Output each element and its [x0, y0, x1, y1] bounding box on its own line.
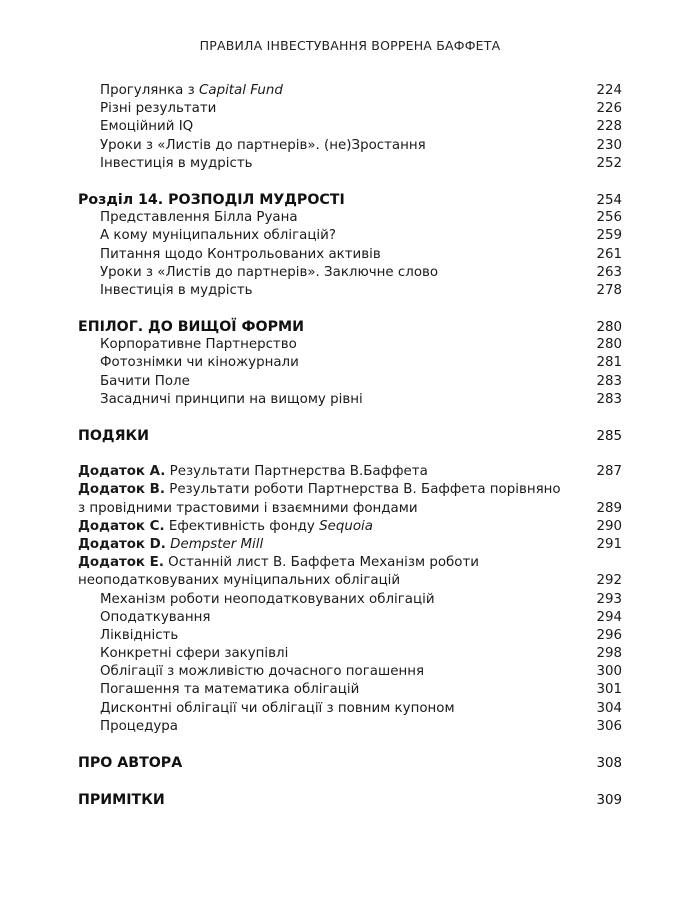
- toc-entry-title: Фотознімки чи кіножурнали: [100, 355, 299, 371]
- toc-entry[interactable]: [78, 209, 622, 227]
- toc-entry-title-italic: Capital Fund: [199, 83, 283, 98]
- toc-entry-title: Різні результати: [100, 101, 217, 117]
- appendix-text-continued: неоподатковуваних муніципальних облігацій: [78, 573, 401, 589]
- toc-entry-page: 290: [596, 518, 622, 534]
- toc-about-author[interactable]: [78, 754, 622, 772]
- toc-chapter-title: ПРО АВТОРА: [78, 755, 183, 771]
- toc-chapter-title: ЕПІЛОГ. ДО ВИЩОЇ ФОРМИ: [78, 319, 304, 336]
- toc-entry-title: Корпоративне Партнерство: [100, 337, 297, 353]
- toc-entry[interactable]: [78, 336, 622, 354]
- appendix-label: Додаток C.: [78, 518, 165, 534]
- toc-entry-page: 263: [596, 264, 622, 280]
- appendix-label: Додаток B.: [78, 482, 165, 498]
- toc-entry-page: 280: [596, 337, 622, 353]
- toc-entry[interactable]: [78, 264, 622, 282]
- appendix-text-italic: Sequoia: [319, 518, 373, 534]
- toc-entry-page: 306: [596, 718, 622, 734]
- toc-entry[interactable]: [78, 700, 622, 718]
- toc-appendix-e-continued[interactable]: [78, 572, 622, 590]
- appendix-text: Ефективність фонду: [164, 518, 320, 534]
- toc-entry[interactable]: [78, 591, 622, 609]
- toc-entry[interactable]: [78, 282, 622, 300]
- toc-entry[interactable]: [78, 82, 622, 100]
- toc-chapter-14[interactable]: [78, 191, 622, 209]
- toc-entry-page: 287: [596, 464, 622, 480]
- toc-appendix-d[interactable]: [78, 536, 622, 554]
- toc-entry[interactable]: [78, 718, 622, 736]
- spacer: [78, 300, 622, 318]
- appendix-text-italic: Dempster Mill: [165, 536, 264, 552]
- toc-entry[interactable]: [78, 663, 622, 681]
- spacer: [78, 736, 622, 754]
- toc-entry-title: [78, 481, 561, 499]
- toc-entry-page: 296: [596, 627, 622, 643]
- spacer: [78, 409, 622, 427]
- toc-entry[interactable]: [78, 100, 622, 118]
- toc-entry[interactable]: [78, 627, 622, 645]
- spacer: [78, 173, 622, 191]
- toc-entry-page: 301: [596, 682, 622, 698]
- toc-entry[interactable]: [78, 373, 622, 391]
- toc-entry-page: 304: [596, 700, 622, 716]
- toc-entry-page: 300: [596, 664, 622, 680]
- toc-entry[interactable]: [78, 227, 622, 245]
- toc-notes[interactable]: [78, 791, 622, 809]
- toc-entry[interactable]: [78, 391, 622, 409]
- toc-entry-title: Конкретні сфери закупівлі: [100, 646, 289, 662]
- toc-chapter-page: 309: [596, 793, 622, 809]
- toc-entry-page: 291: [596, 536, 622, 552]
- toc-entry-page: 289: [596, 500, 622, 516]
- toc-thanks[interactable]: [78, 427, 622, 445]
- toc-entry-page: 281: [596, 355, 622, 371]
- toc-entry-title: Погашення та математика облігацій: [100, 682, 360, 698]
- spacer: [78, 445, 622, 463]
- toc-chapter-title: ПОДЯКИ: [78, 428, 149, 444]
- appendix-label: Додаток E.: [78, 555, 164, 571]
- appendix-label: Додаток D.: [78, 536, 166, 552]
- toc-entry[interactable]: [78, 681, 622, 699]
- toc-entry-title: Засадничі принципи на вищому рівні: [100, 391, 363, 407]
- appendix-text: Результати Партнерства В.Баффета: [165, 464, 428, 480]
- toc-entry-title: Уроки з «Листів до партнерів». Заключне слово: [100, 264, 439, 280]
- toc-entry-title: Представлення Білла Руана: [100, 210, 298, 226]
- toc-entry-title: Дисконтні облігації чи облігації з повним купоном: [100, 700, 455, 716]
- toc-appendix-c[interactable]: [78, 518, 622, 536]
- toc-entry-page: 259: [596, 228, 622, 244]
- toc-entry[interactable]: [78, 155, 622, 173]
- toc-entry-title: [78, 518, 373, 536]
- toc-entry-title: [78, 463, 428, 481]
- toc-appendix-a[interactable]: [78, 463, 622, 481]
- toc-chapter-title: ПРИМІТКИ: [78, 792, 165, 809]
- toc-entry-title: Емоційний IQ: [100, 119, 194, 135]
- toc-entry-title: Механізм роботи неоподатковуваних облігацій: [100, 591, 435, 607]
- toc-entry-page: 283: [596, 391, 622, 407]
- toc-entry-title: Ліквідність: [100, 627, 179, 643]
- appendix-text: Результати роботи Партнерства В. Баффета порівняно: [164, 482, 561, 498]
- toc-entry[interactable]: [78, 609, 622, 627]
- toc-entry-title: Оподаткування: [100, 609, 211, 625]
- toc-chapter-page: 280: [596, 320, 622, 336]
- toc-entry-title: Бачити Поле: [100, 373, 190, 389]
- toc-entry-title: Уроки з «Листів до партнерів». (не)Зростання: [100, 137, 426, 153]
- toc-entry-page: 261: [596, 246, 622, 262]
- toc-appendix-b-continued[interactable]: [78, 500, 622, 518]
- toc-entry-title: А кому муніципальних облігацій?: [100, 228, 336, 244]
- toc-entry-page: 283: [596, 373, 622, 389]
- toc-entry-title: [78, 536, 263, 554]
- toc-entry-page: 256: [596, 210, 622, 226]
- spacer: [78, 772, 622, 791]
- toc-chapter-page: 285: [596, 429, 622, 444]
- toc-entry-page: 228: [596, 119, 622, 135]
- toc-appendix-b[interactable]: [78, 481, 622, 499]
- appendix-text-continued: з провідними трастовими і взаємними фондами: [78, 500, 418, 516]
- running-head: ПРАВИЛА ІНВЕСТУВАННЯ ВОРРЕНА БАФФЕТА: [199, 38, 501, 53]
- toc-entry-title: Процедура: [100, 718, 179, 734]
- toc-epilogue[interactable]: [78, 318, 622, 336]
- toc-entry-page: 226: [596, 101, 622, 117]
- toc-entry[interactable]: [78, 118, 622, 136]
- toc-entry-title: [78, 554, 479, 572]
- table-of-contents: [78, 82, 622, 809]
- toc-entry-page: 293: [596, 591, 622, 607]
- toc-chapter-page: 308: [596, 756, 622, 771]
- toc-entry-title: Інвестиція в мудрість: [100, 282, 253, 298]
- appendix-label: Додаток A.: [78, 464, 166, 480]
- toc-entry-page: 294: [596, 609, 622, 625]
- toc-entry[interactable]: [78, 645, 622, 663]
- toc-entry-title: Облігації з можливістю дочасного погашення: [100, 664, 425, 680]
- toc-entry-title: Інвестиція в мудрість: [100, 155, 253, 171]
- toc-entry[interactable]: [78, 137, 622, 155]
- toc-appendix-e[interactable]: [78, 554, 622, 572]
- toc-entry[interactable]: [78, 354, 622, 372]
- appendix-text: Останній лист В. Баффета Механізм роботи: [163, 555, 479, 571]
- toc-entry-page: 230: [596, 137, 622, 153]
- toc-entry-title: Питання щодо Контрольованих активів: [100, 246, 381, 262]
- toc-entry-page: 298: [596, 646, 622, 662]
- toc-entry-title: [78, 82, 283, 100]
- toc-chapter-title: Розділ 14. РОЗПОДІЛ МУДРОСТІ: [78, 191, 345, 208]
- toc-chapter-page: 254: [596, 192, 622, 208]
- toc-entry[interactable]: [78, 246, 622, 264]
- toc-entry-page: 224: [596, 83, 622, 98]
- toc-entry-title-text: Прогулянка з: [100, 83, 200, 98]
- toc-entry-page: 292: [596, 573, 622, 589]
- toc-entry-page: 278: [596, 282, 622, 298]
- toc-entry-page: 252: [596, 155, 622, 171]
